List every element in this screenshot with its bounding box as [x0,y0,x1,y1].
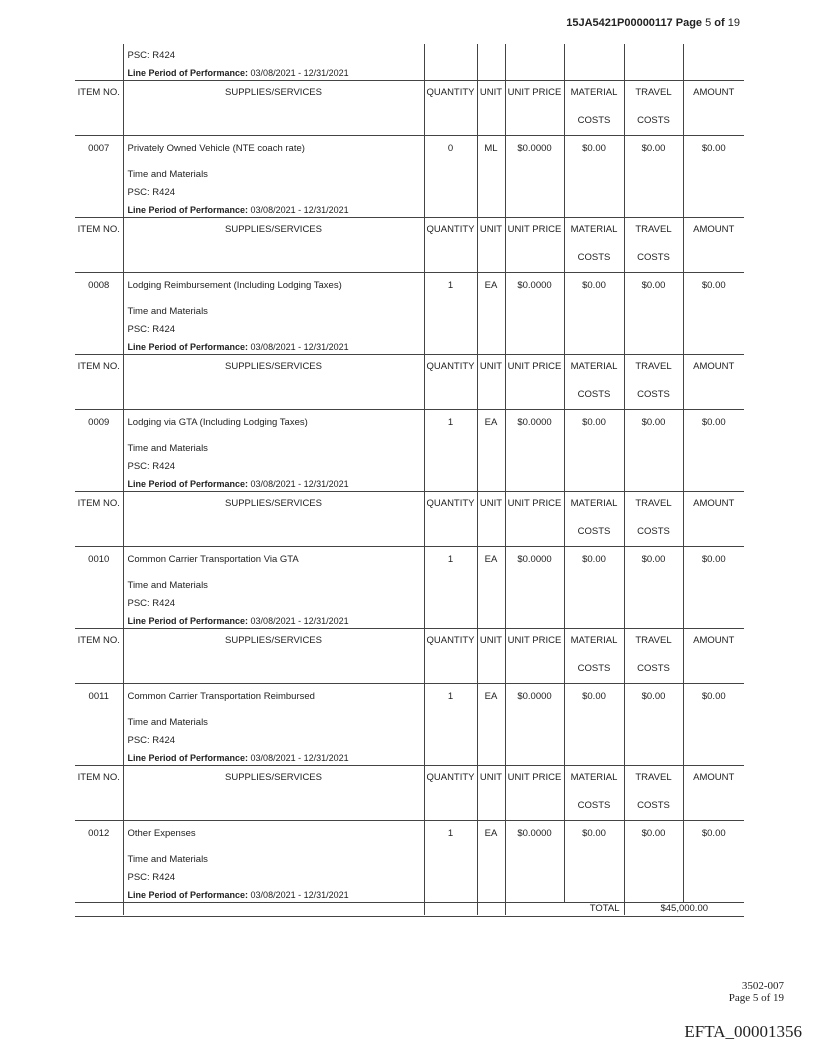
item-unit-price: $0.0000 [505,684,564,718]
col-travel: TRAVEL [624,492,683,525]
item-description: Common Carrier Transportation Reimbursed [123,684,424,718]
lpp-label: Line Period of Performance: [127,68,249,78]
col-material: MATERIAL [564,355,624,388]
table-bottom-rule [75,916,744,917]
lpp-label: Line Period of Performance: [127,479,249,489]
column-header-row-2 [75,524,744,547]
item-material-costs: $0.00 [564,684,624,718]
col-unit: UNIT [477,629,505,662]
item-quantity: 1 [424,821,477,855]
total-value: $45,000.00 [624,903,744,916]
item-number: 0007 [75,136,123,170]
col-travel-costs: COSTS [624,113,683,136]
item-lpp-row [75,342,744,355]
item-material-costs: $0.00 [564,547,624,581]
column-header-row [75,81,744,114]
col-material-costs: COSTS [564,798,624,821]
item-type: Time and Materials [123,443,424,461]
col-amount: AMOUNT [683,766,744,799]
col-item-no: ITEM NO. [75,218,123,251]
item-detail-row [75,324,744,342]
page-number: 5 [705,17,712,29]
column-header-row-2 [75,661,744,684]
column-header-row [75,492,744,525]
column-header-row [75,766,744,799]
lpp-label: Line Period of Performance: [127,753,249,763]
col-travel: TRAVEL [624,355,683,388]
contract-id: 15JA5421P00000117 [566,17,673,29]
col-travel: TRAVEL [624,766,683,799]
item-unit: EA [477,684,505,718]
column-header-row [75,355,744,388]
item-detail-row [75,443,744,461]
col-travel-costs: COSTS [624,661,683,684]
col-supplies: SUPPLIES/SERVICES [123,218,424,251]
item-description: Common Carrier Transportation Via GTA [123,547,424,581]
item-travel-costs: $0.00 [624,821,683,855]
lpp-label: Line Period of Performance: [127,890,249,900]
item-unit: EA [477,821,505,855]
col-supplies: SUPPLIES/SERVICES [123,492,424,525]
col-quantity: QUANTITY [424,766,477,799]
column-header-row-2 [75,387,744,410]
col-material-costs: COSTS [564,387,624,410]
item-travel-costs: $0.00 [624,136,683,170]
col-item-no: ITEM NO. [75,355,123,388]
lpp-value: 03/08/2021 - 12/31/2021 [250,342,349,352]
col-travel-costs: COSTS [624,387,683,410]
col-quantity: QUANTITY [424,218,477,251]
item-unit: EA [477,547,505,581]
col-amount: AMOUNT [683,355,744,388]
item-lpp [123,342,424,355]
item-material-costs: $0.00 [564,410,624,444]
item-number: 0012 [75,821,123,855]
item-lpp [123,205,424,218]
table-row [75,547,744,581]
form-code: 3502-007 [741,980,784,992]
table-row [75,273,744,307]
of-word: of [714,17,725,29]
lpp-label: Line Period of Performance: [127,342,249,352]
item-lpp [123,479,424,492]
column-header-row [75,218,744,251]
column-header-row-2 [75,113,744,136]
table-row [75,684,744,718]
lpp-value: 03/08/2021 - 12/31/2021 [250,753,349,763]
item-detail-row [75,169,744,187]
bates-number: EFTA_00001356 [684,1022,802,1041]
page-header [566,17,740,29]
item-lpp-row [75,616,744,629]
item-lpp-row [75,890,744,903]
col-quantity: QUANTITY [424,492,477,525]
col-material: MATERIAL [564,766,624,799]
item-psc: PSC: R424 [123,598,424,616]
col-travel: TRAVEL [624,218,683,251]
col-amount: AMOUNT [683,492,744,525]
col-unit-price: UNIT PRICE [505,218,564,251]
item-number: 0008 [75,273,123,307]
col-unit-price: UNIT PRICE [505,81,564,114]
col-material-costs: COSTS [564,113,624,136]
total-label: TOTAL [505,903,624,916]
item-detail-row [75,717,744,735]
item-detail-row [75,854,744,872]
col-travel-costs: COSTS [624,524,683,547]
item-description: Lodging via GTA (Including Lodging Taxes) [123,410,424,444]
item-description: Privately Owned Vehicle (NTE coach rate) [123,136,424,170]
page-total: 19 [727,17,740,29]
col-unit: UNIT [477,218,505,251]
col-item-no: ITEM NO. [75,81,123,114]
col-travel: TRAVEL [624,629,683,662]
col-unit: UNIT [477,81,505,114]
item-unit: EA [477,273,505,307]
item-description: Lodging Reimbursement (Including Lodging Taxes) [123,273,424,307]
page-word: Page [675,17,703,29]
item-number: 0009 [75,410,123,444]
item-amount: $0.00 [683,684,744,718]
line-items-table [75,44,744,915]
col-material-costs: COSTS [564,524,624,547]
col-unit: UNIT [477,766,505,799]
lpp-value: 03/08/2021 - 12/31/2021 [250,205,349,215]
item-detail-row [75,187,744,205]
item-detail-row [75,580,744,598]
top-psc: PSC: R424 [123,44,424,68]
top-continuation-row [75,44,744,68]
col-unit: UNIT [477,492,505,525]
item-quantity: 1 [424,273,477,307]
col-unit-price: UNIT PRICE [505,766,564,799]
table-row [75,821,744,855]
item-detail-row [75,306,744,324]
lpp-label: Line Period of Performance: [127,616,249,626]
item-type: Time and Materials [123,854,424,872]
item-quantity: 1 [424,684,477,718]
item-travel-costs: $0.00 [624,273,683,307]
col-unit-price: UNIT PRICE [505,355,564,388]
table-row [75,410,744,444]
item-type: Time and Materials [123,580,424,598]
col-material: MATERIAL [564,218,624,251]
item-psc: PSC: R424 [123,872,424,890]
col-unit-price: UNIT PRICE [505,492,564,525]
item-travel-costs: $0.00 [624,684,683,718]
lpp-value: 03/08/2021 - 12/31/2021 [250,616,349,626]
col-travel-costs: COSTS [624,250,683,273]
lpp-value: 03/08/2021 - 12/31/2021 [250,68,349,78]
item-lpp-row [75,479,744,492]
item-number: 0011 [75,684,123,718]
col-material: MATERIAL [564,492,624,525]
item-quantity: 1 [424,547,477,581]
item-lpp-row [75,753,744,766]
item-material-costs: $0.00 [564,136,624,170]
item-unit: EA [477,410,505,444]
item-unit-price: $0.0000 [505,821,564,855]
item-amount: $0.00 [683,273,744,307]
col-travel: TRAVEL [624,81,683,114]
column-header-row [75,629,744,662]
lpp-label: Line Period of Performance: [127,205,249,215]
col-quantity: QUANTITY [424,629,477,662]
col-amount: AMOUNT [683,218,744,251]
col-material-costs: COSTS [564,250,624,273]
total-row [75,903,744,916]
item-unit-price: $0.0000 [505,547,564,581]
item-amount: $0.00 [683,547,744,581]
item-psc: PSC: R424 [123,187,424,205]
col-amount: AMOUNT [683,629,744,662]
col-unit: UNIT [477,355,505,388]
col-material: MATERIAL [564,629,624,662]
item-material-costs: $0.00 [564,273,624,307]
item-unit: ML [477,136,505,170]
item-unit-price: $0.0000 [505,273,564,307]
col-travel-costs: COSTS [624,798,683,821]
item-detail-row [75,735,744,753]
item-amount: $0.00 [683,136,744,170]
item-description: Other Expenses [123,821,424,855]
item-psc: PSC: R424 [123,324,424,342]
item-travel-costs: $0.00 [624,410,683,444]
item-unit-price: $0.0000 [505,136,564,170]
col-supplies: SUPPLIES/SERVICES [123,355,424,388]
col-quantity: QUANTITY [424,81,477,114]
col-material: MATERIAL [564,81,624,114]
item-amount: $0.00 [683,410,744,444]
col-material-costs: COSTS [564,661,624,684]
footer [729,980,784,1004]
item-type: Time and Materials [123,169,424,187]
col-item-no: ITEM NO. [75,766,123,799]
col-unit-price: UNIT PRICE [505,629,564,662]
item-detail-row [75,461,744,479]
col-supplies: SUPPLIES/SERVICES [123,629,424,662]
item-lpp [123,616,424,629]
item-lpp-row [75,205,744,218]
table-row [75,136,744,170]
lpp-value: 03/08/2021 - 12/31/2021 [250,479,349,489]
item-psc: PSC: R424 [123,461,424,479]
item-material-costs: $0.00 [564,821,624,855]
item-type: Time and Materials [123,717,424,735]
col-item-no: ITEM NO. [75,629,123,662]
item-quantity: 0 [424,136,477,170]
item-type: Time and Materials [123,306,424,324]
col-supplies: SUPPLIES/SERVICES [123,81,424,114]
item-detail-row [75,872,744,890]
col-item-no: ITEM NO. [75,492,123,525]
item-amount: $0.00 [683,821,744,855]
col-supplies: SUPPLIES/SERVICES [123,766,424,799]
item-unit-price: $0.0000 [505,410,564,444]
item-lpp [123,753,424,766]
lpp-value: 03/08/2021 - 12/31/2021 [250,890,349,900]
col-quantity: QUANTITY [424,355,477,388]
footer-page-text: Page 5 of 19 [728,992,784,1004]
item-detail-row [75,598,744,616]
top-lpp-row [75,68,744,81]
column-header-row-2 [75,250,744,273]
item-travel-costs: $0.00 [624,547,683,581]
col-amount: AMOUNT [683,81,744,114]
item-psc: PSC: R424 [123,735,424,753]
item-quantity: 1 [424,410,477,444]
column-header-row-2 [75,798,744,821]
item-number: 0010 [75,547,123,581]
item-lpp [123,890,424,903]
